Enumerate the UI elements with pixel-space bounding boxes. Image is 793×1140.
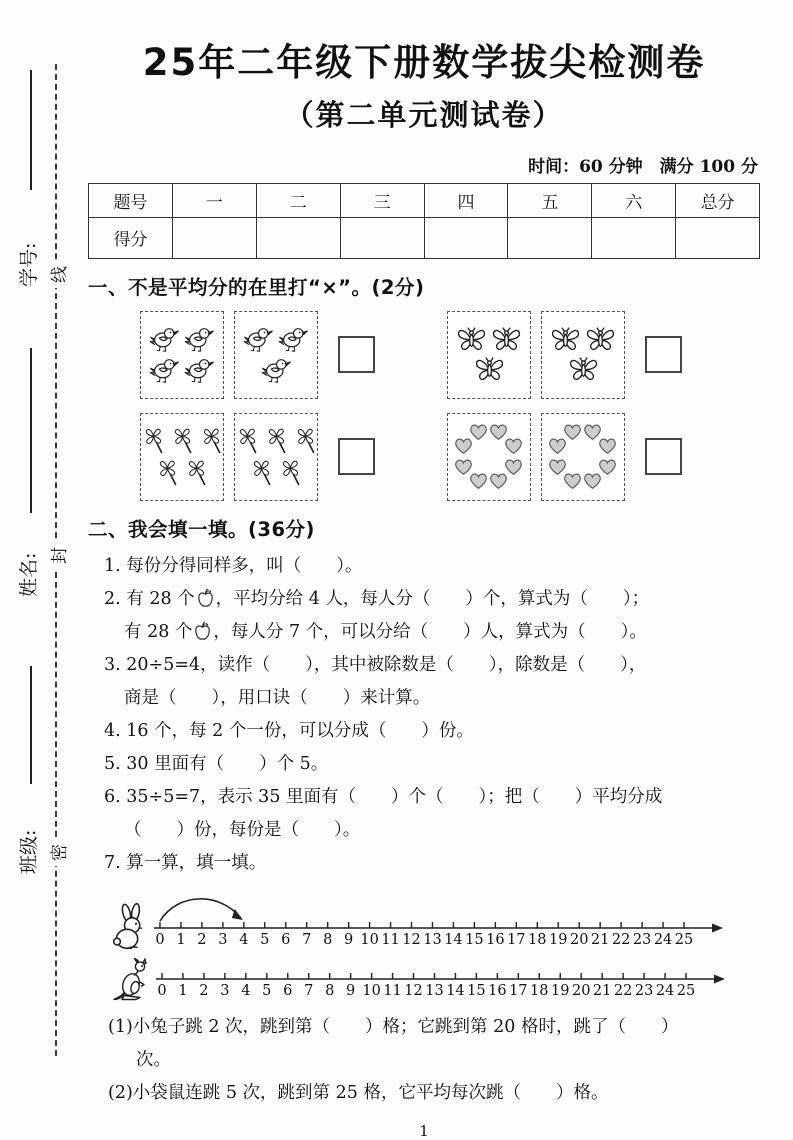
section-one-heading: 一、不是平均分的在里打“×”。(2分) bbox=[88, 275, 425, 299]
svg-text:21: 21 bbox=[592, 982, 612, 999]
svg-text:14: 14 bbox=[446, 982, 465, 999]
number-line-rabbit bbox=[152, 884, 724, 950]
svg-text:17: 17 bbox=[507, 931, 526, 948]
pinwheel-row bbox=[235, 458, 317, 487]
svg-text:1: 1 bbox=[178, 982, 188, 999]
svg-text:16: 16 bbox=[488, 982, 507, 999]
score-table-corner-label: 题号 bbox=[89, 183, 173, 217]
name-label: 姓名: bbox=[18, 552, 40, 597]
score-table-column-label: 四 bbox=[424, 183, 508, 217]
score-table-column-label: 二 bbox=[256, 183, 340, 217]
student-id-write-line bbox=[30, 70, 32, 190]
score-row-label: 得分 bbox=[89, 217, 173, 258]
svg-text:22: 22 bbox=[611, 931, 631, 948]
heart-icon bbox=[488, 471, 509, 490]
svg-text:23: 23 bbox=[632, 931, 652, 948]
pinwheel-icon bbox=[170, 426, 195, 455]
svg-text:8: 8 bbox=[325, 982, 335, 999]
score-entry-cell[interactable] bbox=[508, 217, 592, 258]
heart-icon bbox=[547, 457, 568, 476]
question-3-line-2: 商是（ ），用口诀（ ）来计算。 bbox=[124, 687, 431, 708]
svg-text:22: 22 bbox=[613, 982, 633, 999]
svg-text:10: 10 bbox=[360, 931, 379, 948]
svg-text:20: 20 bbox=[571, 982, 591, 999]
pinwheel-icon bbox=[235, 426, 260, 455]
page-number: 1 bbox=[419, 1121, 429, 1140]
bird-sharing-group bbox=[140, 311, 375, 399]
pinwheel-dashed-box bbox=[234, 413, 318, 501]
score-entry-cell[interactable] bbox=[424, 217, 508, 258]
svg-text:15: 15 bbox=[465, 931, 484, 948]
rabbit-icon bbox=[112, 903, 150, 950]
score-table-score-row bbox=[89, 217, 760, 258]
svg-text:16: 16 bbox=[486, 931, 505, 948]
svg-text:12: 12 bbox=[402, 931, 421, 948]
svg-text:18: 18 bbox=[528, 931, 547, 948]
bird-dashed-box bbox=[234, 311, 318, 399]
svg-text:17: 17 bbox=[509, 982, 528, 999]
answer-box[interactable] bbox=[338, 438, 375, 475]
svg-text:24: 24 bbox=[653, 931, 673, 948]
butterfly-icon bbox=[491, 326, 522, 353]
pinwheel-icon bbox=[141, 426, 166, 455]
pinwheel-icon bbox=[264, 426, 289, 455]
bird-row bbox=[235, 325, 317, 353]
butterfly-sharing-group bbox=[447, 311, 682, 399]
answer-box[interactable] bbox=[338, 336, 375, 373]
section-one-picture-groups bbox=[140, 311, 726, 501]
question-1: 1. 每份分得同样多，叫（ ）。 bbox=[104, 555, 363, 576]
pinwheel-icon bbox=[184, 458, 209, 487]
score-entry-cell[interactable] bbox=[592, 217, 676, 258]
svg-text:10: 10 bbox=[362, 982, 381, 999]
svg-text:2: 2 bbox=[197, 931, 207, 948]
bird-icon bbox=[149, 325, 180, 353]
heart-icon bbox=[597, 436, 618, 455]
bird-icon bbox=[149, 356, 180, 384]
seal-char-mi: 密 bbox=[45, 839, 70, 866]
apple-icon bbox=[193, 621, 212, 642]
heart-icon bbox=[503, 436, 524, 455]
svg-text:14: 14 bbox=[444, 931, 463, 948]
butterfly-icon bbox=[568, 356, 599, 383]
heart-sharing-group bbox=[447, 413, 682, 501]
svg-text:5: 5 bbox=[260, 931, 270, 948]
section-two-heading: 二、我会填一填。(36分) bbox=[88, 517, 315, 541]
svg-text:13: 13 bbox=[423, 931, 442, 948]
svg-text:24: 24 bbox=[655, 982, 675, 999]
fill-in-questions bbox=[88, 550, 760, 880]
score-table-column-label: 总分 bbox=[676, 183, 760, 217]
butterfly-row bbox=[448, 356, 530, 383]
bird-row bbox=[235, 356, 317, 384]
svg-text:20: 20 bbox=[569, 931, 589, 948]
pinwheel-icon bbox=[155, 458, 180, 487]
svg-text:18: 18 bbox=[530, 982, 549, 999]
pinwheel-icon bbox=[293, 426, 318, 455]
butterfly-dashed-box bbox=[447, 311, 531, 399]
question-7-2: (2)小袋鼠连跳 5 次，跳到第 25 格，它平均每次跳（ ）格。 bbox=[108, 1082, 609, 1103]
number-line-kangaroo bbox=[154, 961, 726, 1003]
svg-text:23: 23 bbox=[634, 982, 654, 999]
question-6-line-2: （ ）份，每份是（ ）。 bbox=[124, 819, 361, 840]
question-7-1-line-2: 次。 bbox=[136, 1049, 171, 1070]
svg-text:19: 19 bbox=[549, 931, 568, 948]
butterfly-dashed-box bbox=[541, 311, 625, 399]
question-4: 4. 16 个，每 2 个一份，可以分成（ ）份。 bbox=[104, 720, 474, 741]
svg-text:12: 12 bbox=[404, 982, 423, 999]
name-write-line bbox=[30, 348, 32, 513]
score-entry-cell[interactable] bbox=[172, 217, 256, 258]
score-entry-cell[interactable] bbox=[340, 217, 424, 258]
heart-icon bbox=[582, 471, 603, 490]
question-6-line-1: 6. 35÷5=7，表示 35 里面有（ ）个（ ）；把（ ）平均分成 bbox=[104, 786, 663, 807]
score-table bbox=[88, 183, 760, 259]
svg-text:2: 2 bbox=[199, 982, 209, 999]
seal-char-xian: 线 bbox=[45, 261, 70, 288]
svg-text:21: 21 bbox=[590, 931, 610, 948]
pinwheel-icon bbox=[199, 426, 224, 455]
score-table-column-label: 六 bbox=[592, 183, 676, 217]
svg-text:8: 8 bbox=[323, 931, 333, 948]
question-3-line-1: 3. 20÷5=4，读作（ ），其中被除数是（ ），除数是（ ）， bbox=[104, 654, 647, 675]
question-7: 7. 算一算，填一填。 bbox=[104, 852, 267, 873]
paper-subtitle: （第二单元测试卷） bbox=[284, 97, 564, 132]
svg-text:3: 3 bbox=[220, 982, 230, 999]
svg-text:3: 3 bbox=[218, 931, 228, 948]
svg-text:19: 19 bbox=[551, 982, 570, 999]
pinwheel-sharing-group bbox=[140, 413, 375, 501]
butterfly-row bbox=[448, 326, 530, 353]
svg-text:9: 9 bbox=[346, 982, 356, 999]
pinwheel-row bbox=[141, 426, 223, 455]
paper-title: 25年二年级下册数学拔尖检测卷 bbox=[142, 41, 706, 84]
pinwheel-icon bbox=[278, 458, 303, 487]
class-write-line bbox=[30, 666, 32, 784]
bird-icon bbox=[184, 356, 215, 384]
pinwheel-icon bbox=[249, 458, 274, 487]
svg-text:6: 6 bbox=[281, 931, 291, 948]
svg-text:0: 0 bbox=[155, 931, 165, 948]
svg-text:0: 0 bbox=[157, 982, 167, 999]
score-table-header-row bbox=[89, 183, 760, 217]
svg-text:11: 11 bbox=[381, 931, 400, 948]
score-table-column-label: 五 bbox=[508, 183, 592, 217]
answer-box[interactable] bbox=[645, 336, 682, 373]
heart-icon bbox=[547, 436, 568, 455]
question-7-1-line-1: (1)小兔子跳 2 次，跳到第（ ）格；它跳到第 20 格时，跳了（ ） bbox=[108, 1016, 679, 1037]
butterfly-icon bbox=[550, 326, 581, 353]
svg-text:1: 1 bbox=[176, 931, 186, 948]
score-entry-cell[interactable] bbox=[676, 217, 760, 258]
bird-row bbox=[141, 325, 223, 353]
svg-text:25: 25 bbox=[674, 931, 694, 948]
score-table-column-label: 一 bbox=[172, 183, 256, 217]
bird-icon bbox=[184, 325, 215, 353]
svg-text:25: 25 bbox=[676, 982, 696, 999]
apple-icon bbox=[196, 588, 215, 609]
svg-text:4: 4 bbox=[241, 982, 251, 999]
question-2-line-1: 2. 有 28 个 ，平均分给 4 人，每人分（ ）个，算式为（ ）； bbox=[104, 588, 650, 609]
rabbit-number-line-row bbox=[112, 884, 760, 950]
question-7-subquestions bbox=[88, 1011, 760, 1110]
heart-dashed-box bbox=[541, 413, 625, 501]
student-id-label: 学号: bbox=[18, 242, 40, 287]
svg-text:11: 11 bbox=[383, 982, 402, 999]
bird-icon bbox=[278, 325, 309, 353]
svg-text:7: 7 bbox=[302, 931, 312, 948]
time-and-score-info: 时间：60 分钟 满分 100 分 bbox=[528, 156, 758, 177]
score-entry-cell[interactable] bbox=[256, 217, 340, 258]
class-label: 班级: bbox=[18, 829, 40, 874]
pinwheel-row bbox=[141, 458, 223, 487]
pinwheel-dashed-box bbox=[140, 413, 224, 501]
heart-icon bbox=[453, 457, 474, 476]
butterfly-row bbox=[542, 326, 624, 353]
heart-icon bbox=[453, 436, 474, 455]
answer-box[interactable] bbox=[645, 438, 682, 475]
bird-dashed-box bbox=[140, 311, 224, 399]
svg-text:6: 6 bbox=[283, 982, 293, 999]
kangaroo-icon bbox=[112, 956, 152, 1003]
svg-text:15: 15 bbox=[467, 982, 486, 999]
question-2-line-2: 有 28 个 ，每人分 7 个，可以分给（ ）人，算式为（ ）。 bbox=[124, 621, 647, 642]
svg-text:9: 9 bbox=[344, 931, 354, 948]
butterfly-icon bbox=[474, 356, 505, 383]
seal-char-feng: 封 bbox=[45, 542, 70, 569]
svg-text:5: 5 bbox=[262, 982, 272, 999]
butterfly-icon bbox=[456, 326, 487, 353]
pinwheel-row bbox=[235, 426, 317, 455]
butterfly-icon bbox=[585, 326, 616, 353]
svg-text:7: 7 bbox=[304, 982, 314, 999]
svg-text:13: 13 bbox=[425, 982, 444, 999]
question-5: 5. 30 里面有（ ）个 5。 bbox=[104, 753, 329, 774]
butterfly-row bbox=[542, 356, 624, 383]
kangaroo-number-line-row bbox=[112, 956, 760, 1003]
test-paper bbox=[88, 0, 760, 1140]
bird-row bbox=[141, 356, 223, 384]
svg-text:4: 4 bbox=[239, 931, 249, 948]
bird-icon bbox=[243, 325, 274, 353]
heart-dashed-box bbox=[447, 413, 531, 501]
score-table-column-label: 三 bbox=[340, 183, 424, 217]
bird-icon bbox=[261, 356, 292, 384]
